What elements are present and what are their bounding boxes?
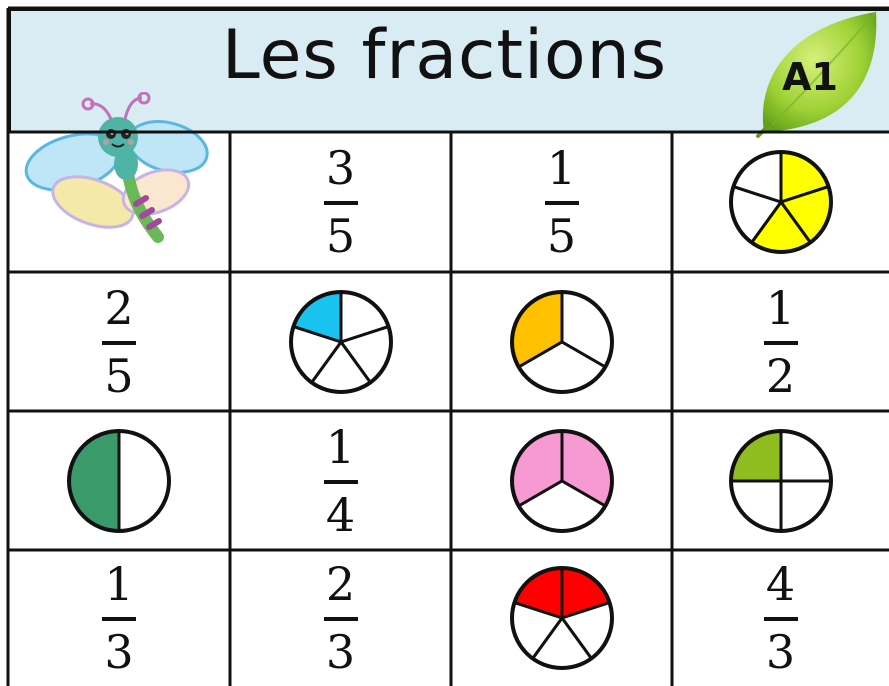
fraction-bar [324,617,358,621]
pie-slice-empty [119,431,169,531]
fraction-numerator: 1 [546,141,577,195]
cell-r4c4 [672,550,889,686]
pie-slice-filled [69,431,119,531]
fraction [764,280,798,403]
fraction [324,557,358,679]
fraction-denominator: 2 [765,348,796,403]
leaf-badge [750,8,882,138]
cell-r2c3 [451,272,672,411]
cell-r2c2 [230,272,451,411]
fraction-denominator: 5 [104,348,134,403]
fraction-denominator: 3 [104,625,134,679]
fraction-bar [764,617,798,621]
cell-r3c4 [672,411,889,550]
fraction-numerator: 2 [104,280,134,335]
fraction [102,280,136,403]
fraction-numerator: 1 [325,419,356,474]
dragonfly-icon [18,92,218,252]
fraction-denominator: 3 [765,625,796,679]
cell-r1c2 [230,132,451,272]
fraction-denominator: 5 [325,209,356,263]
fraction-bar [324,201,358,205]
fraction-pie [285,286,397,398]
cell-r3c2 [230,411,451,550]
fraction [324,419,358,542]
fraction-pie [506,286,618,398]
fraction [324,141,358,263]
fraction-numerator: 1 [104,557,134,611]
badge-label: A1 [782,55,838,99]
cell-r1c4 [672,132,889,272]
fraction-denominator: 4 [325,487,356,542]
cell-r4c1 [8,550,230,686]
cell-r2c4 [672,272,889,411]
fraction-denominator: 5 [546,209,577,263]
fraction [764,557,798,679]
cell-r1c3 [451,132,672,272]
fraction-numerator: 4 [765,557,796,611]
fraction-pie [725,146,837,258]
page-title: Les fractions [221,16,668,95]
fraction-bar [102,617,136,621]
fraction-bar [102,341,136,345]
fraction-denominator: 3 [325,625,356,679]
fraction-numerator: 1 [765,280,796,335]
cell-r4c3 [451,550,672,686]
fraction-bar [545,201,579,205]
fraction-bar [764,341,798,345]
cell-r3c1 [8,411,230,550]
cell-r4c2 [230,550,451,686]
fraction-bar [324,480,358,484]
fraction-numerator: 3 [325,141,356,195]
fraction-pie [506,425,618,537]
cell-r3c3 [451,411,672,550]
fraction-pie [506,562,618,674]
fraction-numerator: 2 [325,557,356,611]
fraction-pie [725,425,837,537]
fraction-pie [63,425,175,537]
fraction [545,141,579,263]
cell-r2c1 [8,272,230,411]
fraction [102,557,136,679]
